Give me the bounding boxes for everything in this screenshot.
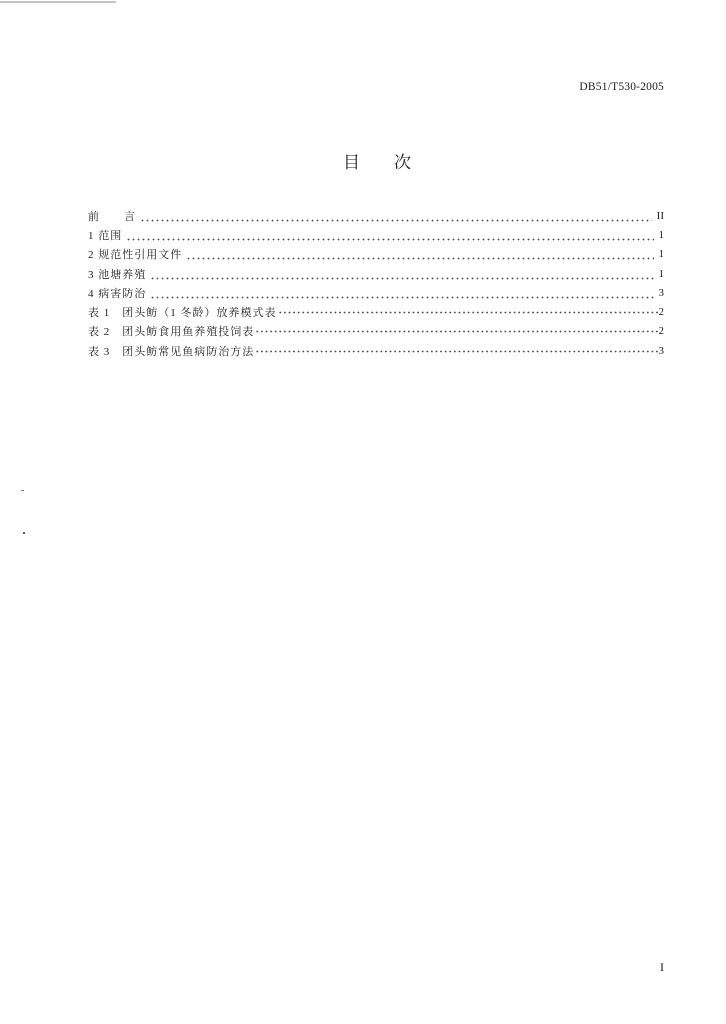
toc-entry-page: 2 (658, 306, 664, 319)
toc-table-entry (88, 322, 664, 341)
toc-entry-label: 3 池塘养殖 (88, 268, 147, 281)
toc-entry-label: 表 2 团头鲂食用鱼养殖投饲表 (88, 326, 255, 339)
toc-entry-page: II (656, 209, 664, 222)
toc-entry-label: 2 规范性引用文件 (88, 249, 183, 262)
dot-leader (140, 210, 652, 222)
dot-leader (278, 306, 658, 318)
scan-edge-artifact (0, 1, 116, 3)
dot-leader (150, 268, 653, 280)
toc-entry-page: 1 (658, 248, 664, 261)
toc-entry-page: 1 (658, 228, 664, 241)
toc-table-entry (88, 302, 664, 321)
dot-leader (186, 248, 653, 260)
toc-entry-label: 前 言 (88, 210, 136, 223)
dot-leader (150, 287, 653, 299)
toc-entry (88, 245, 664, 264)
table-of-contents (88, 206, 664, 360)
dot-leader (126, 229, 653, 241)
toc-entry-page: 2 (658, 325, 664, 338)
toc-entry-label: 表 3 团头鲂常见鱼病防治方法 (88, 345, 255, 358)
toc-entry (88, 283, 664, 302)
toc-entry-label: 4 病害防治 (88, 287, 147, 300)
toc-entry-label: 1 范围 (88, 229, 123, 242)
scan-mark (21, 490, 24, 491)
toc-entry-page: 3 (658, 286, 664, 299)
toc-entry (88, 206, 664, 225)
toc-entry-label: 表 1 团头鲂（1 冬龄）放养模式表 (88, 307, 277, 320)
page-number: I (660, 960, 664, 974)
document-standard-code: DB51/T530-2005 (579, 81, 664, 93)
toc-entry-page: 1 (658, 267, 664, 280)
toc-entry-page: 3 (658, 344, 664, 357)
toc-title: 目 次 (343, 153, 411, 173)
scan-mark (23, 532, 25, 534)
toc-table-entry (88, 341, 664, 360)
toc-entry (88, 264, 664, 283)
dot-leader (255, 345, 657, 357)
dot-leader (255, 325, 657, 337)
toc-entry (88, 225, 664, 244)
